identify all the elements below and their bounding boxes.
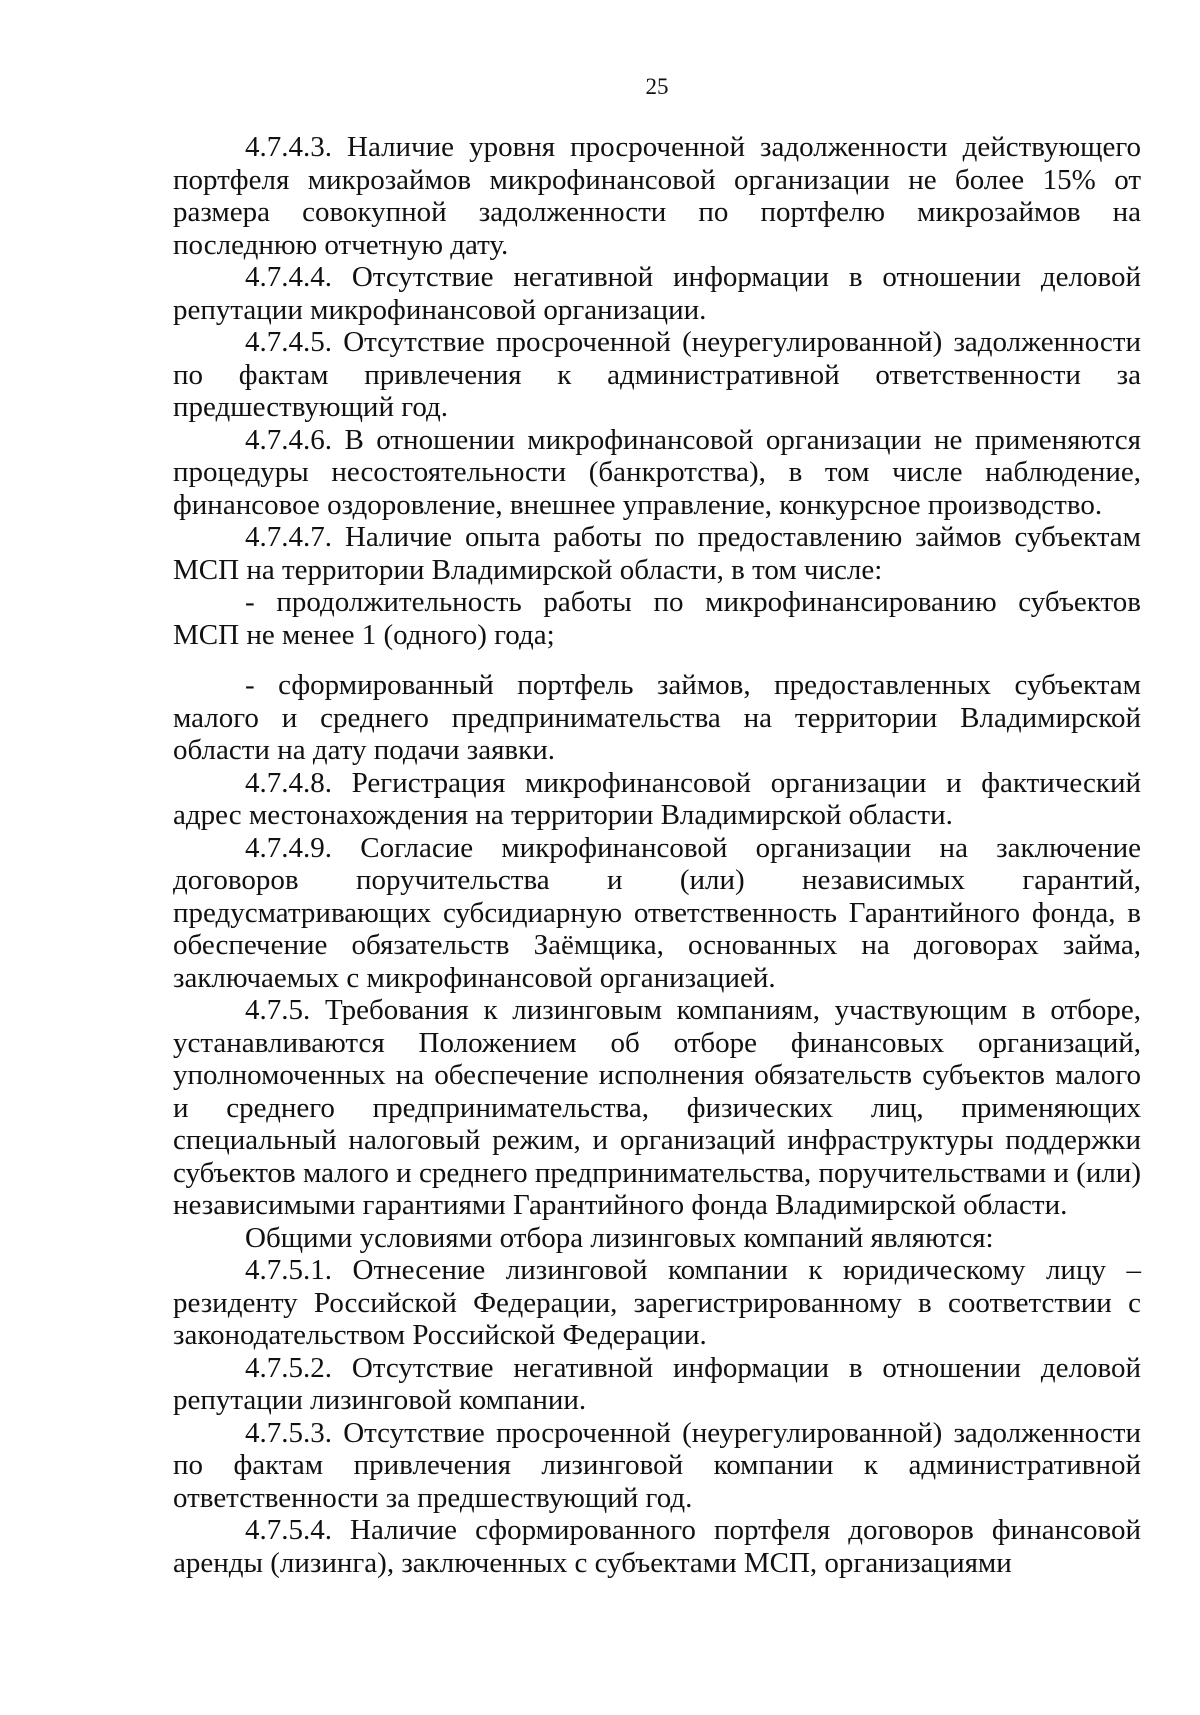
paragraph-4-7-4-9: 4.7.4.9. Согласие микрофинансовой организации на заключение договоров поручительства и (или) независимых гарантий, предусматривающих субсидиарную ответственность Гарантийного фонда, в обеспечение обязательств Заёмщика, основанных на договорах займа, заключаемых с микрофинансовой организацией.	[173, 831, 1141, 994]
paragraph-4-7-5-3: 4.7.5.3. Отсутствие просроченной (неурегулированной) задолженности по фактам привлечения лизинговой компании к административной ответственности за предшествующий год.	[173, 1416, 1141, 1514]
paragraph-4-7-4-5: 4.7.4.5. Отсутствие просроченной (неурегулированной) задолженности по фактам привлечения к административной ответственности за предшествующий год.	[173, 326, 1141, 423]
paragraph-4-7-5-2: 4.7.5.2. Отсутствие негативной информации в отношении деловой репутации лизинговой компании.	[173, 1351, 1141, 1416]
paragraph-4-7-4-7: 4.7.4.7. Наличие опыта работы по предоставлению займов субъектам МСП на территории Владимирской области, в том числе:	[173, 521, 1141, 586]
page-number: 25	[645, 74, 669, 99]
paragraph-general-conditions: Общими условиями отбора лизинговых компаний являются:	[245, 1221, 994, 1254]
paragraph-4-7-4-6: 4.7.4.6. В отношении микрофинансовой организации не применяются процедуры несостоятельности (банкротства), в том числе наблюдение, финансовое оздоровление, внешнее управление, конкурсное производство.	[173, 423, 1141, 521]
paragraph-4-7-5-4: 4.7.5.4. Наличие сформированного портфеля договоров финансовой аренды (лизинга), заключенных с субъектами МСП, организациями	[173, 1514, 1141, 1579]
document-body	[173, 131, 1141, 1579]
list-item-portfolio: - сформированный портфель займов, предоставленных субъектам малого и среднего предпринимательства на территории Владимирской области на дату подачи заявки.	[173, 669, 1141, 766]
paragraph-4-7-4-8: 4.7.4.8. Регистрация микрофинансовой организации и фактический адрес местонахождения на территории Владимирской области.	[173, 766, 1141, 831]
list-item-duration: - продолжительность работы по микрофинансированию субъектов МСП не менее 1 (одного) года;	[173, 586, 1141, 651]
paragraph-4-7-5: 4.7.5. Требования к лизинговым компаниям, участвующим в отборе, устанавливаются Положением об отборе финансовых организаций, уполномоченных на обеспечение исполнения обязательств субъектов малого и среднего предпринимательства, физических лиц, применяющих специальный налоговый режим, и организаций инфраструктуры поддержки субъектов малого и среднего предпринимательства, поручительствами и (или) независимыми гарантиями Гарантийного фонда Владимирской области.	[173, 994, 1141, 1221]
paragraph-4-7-5-1: 4.7.5.1. Отнесение лизинговой компании к юридическому лицу – резиденту Российской Федерации, зарегистрированному в соответствии с законодательством Российской Федерации.	[173, 1254, 1141, 1351]
paragraph-4-7-4-4: 4.7.4.4. Отсутствие негативной информации в отношении деловой репутации микрофинансовой организации.	[173, 261, 1141, 326]
paragraph-4-7-4-3: 4.7.4.3. Наличие уровня просроченной задолженности действующего портфеля микрозаймов микрофинансовой организации не более 15% от размера совокупной задолженности по портфелю микрозаймов на последнюю отчетную дату.	[173, 131, 1141, 261]
